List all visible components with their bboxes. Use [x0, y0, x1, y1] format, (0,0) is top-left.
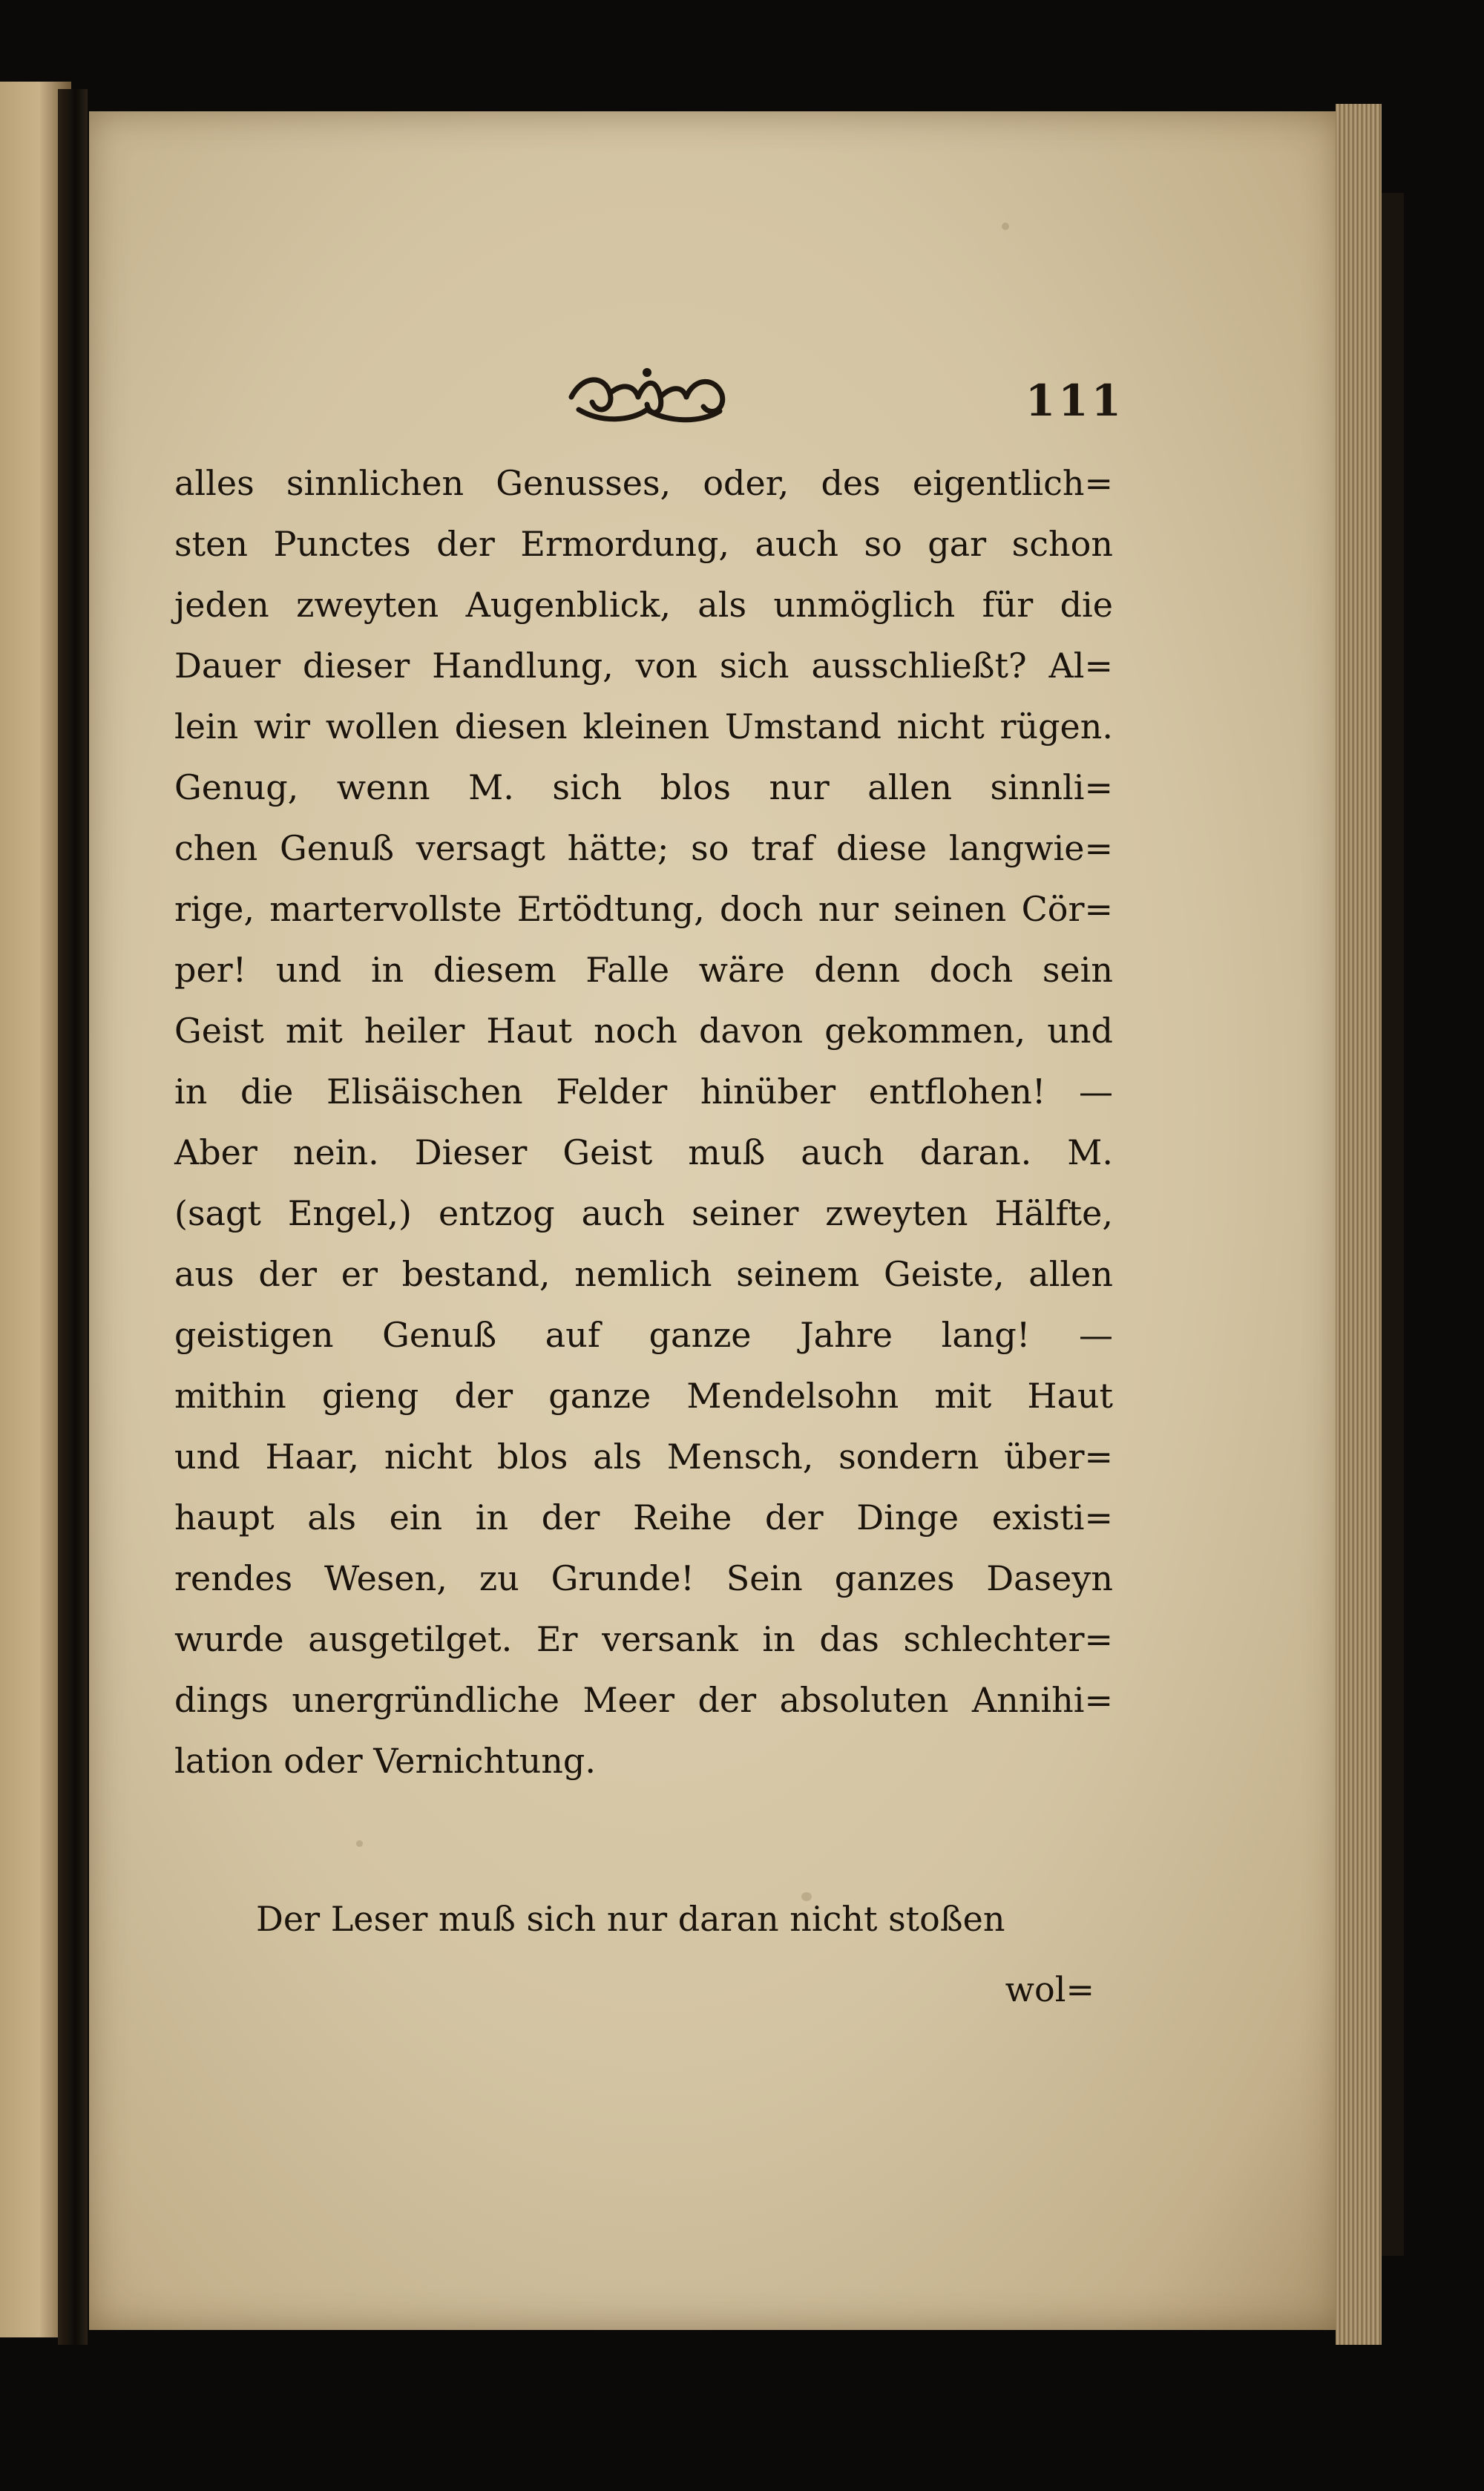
- text-line: Genug, wenn M. sich blos nur allen sinnli=: [174, 767, 1113, 807]
- binding-shadow: [1382, 193, 1404, 2256]
- text-line: in die Elisäischen Felder hinüber entflohen! —: [174, 1071, 1113, 1112]
- text-line: Dauer dieser Handlung, von sich ausschließt? Al=: [174, 646, 1113, 686]
- text-line: dings unergründliche Meer der absoluten Annihi=: [174, 1680, 1113, 1720]
- text-line: (sagt Engel,) entzog auch seiner zweyten Hälfte,: [174, 1193, 1113, 1233]
- text-line: haupt als ein in der Reihe der Dinge existi=: [174, 1497, 1113, 1537]
- text-line: rige, martervollste Ertödtung, doch nur seinen Cör=: [174, 889, 1113, 929]
- printer-ornament-icon: [564, 364, 731, 430]
- text-line: und Haar, nicht blos als Mensch, sondern über=: [174, 1437, 1113, 1477]
- page-edges: [1336, 104, 1382, 2345]
- text-line: lein wir wollen diesen kleinen Umstand nicht rügen.: [174, 706, 1113, 746]
- text-line: per! und in diesem Falle wäre denn doch sein: [174, 950, 1113, 990]
- text-line: wurde ausgetilget. Er versank in das schlechter=: [174, 1619, 1113, 1659]
- page-number: 111: [1025, 375, 1124, 426]
- text-line: lation oder Vernichtung.: [174, 1741, 596, 1781]
- text-line: geistigen Genuß auf ganze Jahre lang! —: [174, 1315, 1113, 1355]
- catchword: wol=: [1005, 1969, 1094, 2009]
- text-line: Aber nein. Dieser Geist muß auch daran. M.: [174, 1132, 1113, 1172]
- text-line: Geist mit heiler Haut noch davon gekommen, und: [174, 1011, 1113, 1051]
- text-line: sten Punctes der Ermordung, auch so gar schon: [174, 524, 1113, 564]
- paragraph-1: [174, 453, 1113, 1791]
- text-line: alles sinnlichen Genusses, oder, des eigentlich=: [174, 463, 1113, 503]
- book-gutter: [58, 89, 88, 2345]
- text-line: jeden zweyten Augenblick, als unmöglich für die: [174, 585, 1113, 625]
- text-line: Der Leser muß sich nur daran nicht stoßen: [256, 1899, 1005, 1939]
- text-line: mithin gieng der ganze Mendelsohn mit Haut: [174, 1376, 1113, 1416]
- text-line: chen Genuß versagt hätte; so traf diese langwie=: [174, 828, 1113, 868]
- paragraph-2: [256, 1888, 1094, 1949]
- text-line: aus der er bestand, nemlich seinem Geiste, allen: [174, 1254, 1113, 1294]
- text-line: rendes Wesen, zu Grunde! Sein ganzes Daseyn: [174, 1558, 1113, 1598]
